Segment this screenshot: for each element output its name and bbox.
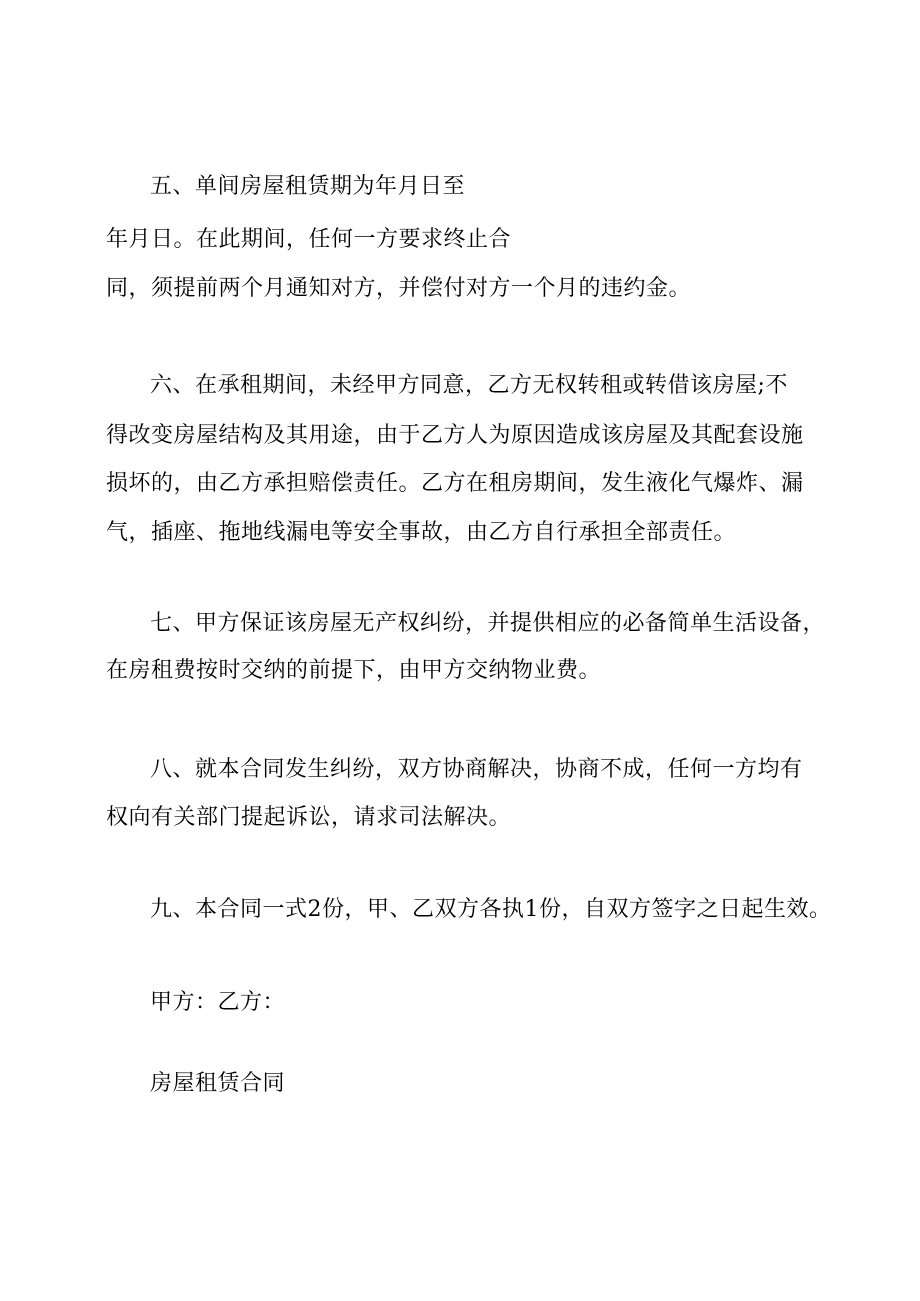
footer-title: 房屋租赁合同: [150, 1071, 286, 1096]
clause-6-line-4: 气，插座、拖地线漏电等安全事故，由乙方自行承担全部责任。: [106, 520, 737, 545]
signature-line: 甲方：乙方：: [150, 990, 286, 1015]
clause-8-line-1: 八、就本合同发生纠纷，双方协商解决，协商不成，任何一方均有: [150, 757, 803, 782]
clause-5-line-3: 同，须提前两个月通知对方，并偿付对方一个月的违约金。: [106, 276, 692, 301]
clause-5-line-1: 五、单间房屋租赁期为年月日至: [150, 174, 466, 199]
clause-6-line-3: 损坏的，由乙方承担赔偿责任。乙方在租房期间，发生液化气爆炸、漏: [106, 471, 804, 496]
clause-8-line-2: 权向有关部门提起诉讼，请求司法解决。: [106, 805, 512, 830]
clause-6-line-2: 得改变房屋结构及其用途，由于乙方人为原因造成该房屋及其配套设施: [106, 423, 804, 448]
clause-7-line-1: 七、甲方保证该房屋无产权纠纷，并提供相应的必备简单生活设备，: [150, 611, 826, 636]
clause-9-line-1: 九、本合同一式2份，甲、乙双方各执1份，自双方签字之日起生效。: [150, 897, 832, 922]
clause-6-line-1: 六、在承租期间，未经甲方同意，乙方无权转租或转借该房屋;不: [150, 373, 788, 398]
clause-7-line-2: 在房租费按时交纳的前提下，由甲方交纳物业费。: [106, 658, 602, 683]
clause-5-line-2: 年月日。在此期间，任何一方要求终止合: [106, 227, 512, 252]
